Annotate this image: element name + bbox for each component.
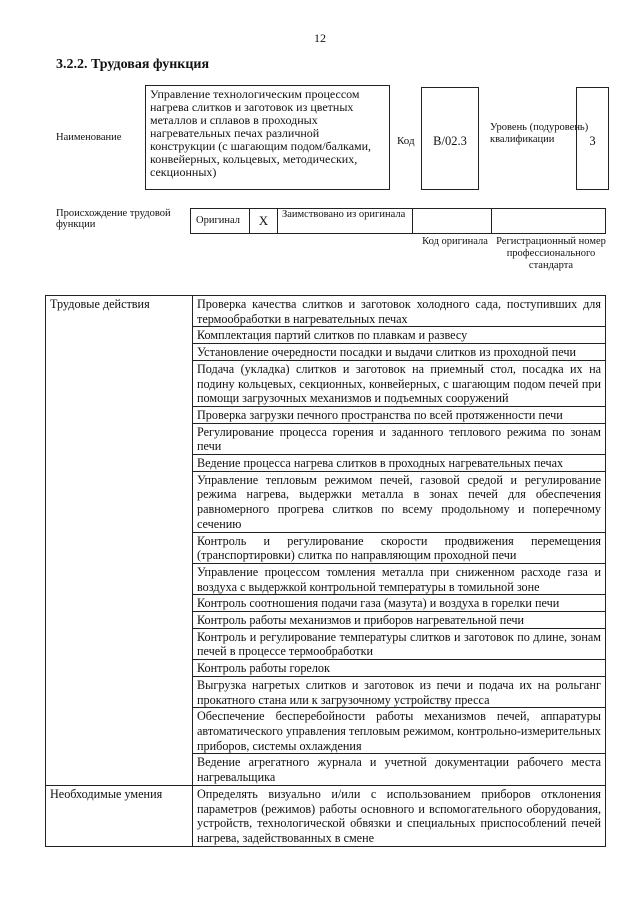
labor-actions-item: Обеспечение бесперебойности работы механизмов печей, аппаратуры автоматического управления тепловым режимом, контрольно-измерительных приборов, системы охлаждения xyxy=(193,708,606,754)
qualification-level-label: Уровень (подуровень) квалификации xyxy=(490,122,589,145)
labor-actions-item: Контроль и регулирование температуры слитков и заготовок по длине, зонам печей в процессе термообработки xyxy=(193,628,606,659)
origin-borrowed-cell: Заимствовано из оригинала xyxy=(278,209,413,233)
skills-label: Необходимые умения xyxy=(46,785,193,846)
labor-actions-item: Контроль работы механизмов и приборов нагревательной печи xyxy=(193,612,606,629)
labor-actions-item: Ведение агрегатного журнала и учетной документации рабочего места нагревальщика xyxy=(193,754,606,785)
origin-table xyxy=(190,208,606,234)
labor-actions-item: Контроль соотношения подачи газа (мазута) и воздуха в горелки печи xyxy=(193,595,606,612)
labor-actions-item: Проверка загрузки печного пространства по всей протяженности печи xyxy=(193,406,606,423)
origin-original-mark: X xyxy=(250,209,278,233)
function-name-box: Управление технологическим процессом нагрева слитков и заготовок из цветных металлов и сплавов в проходных нагревательных печах различной конструкции (с шагающим подом/балками, конвейерных, кольцевых, методических, секционных) xyxy=(145,85,390,190)
code-label: Код xyxy=(397,135,415,147)
function-code-box: B/02.3 xyxy=(421,87,479,190)
labor-actions-row xyxy=(46,296,606,327)
skills-item: Определять визуально и/или с использованием приборов отклонения параметров (режимов) работы основного и вспомогательного оборудования, устройств, технологической обвязки и специальных приспособлений печей нагрева, задействованных в смене xyxy=(193,785,606,846)
labor-actions-item: Контроль работы горелок xyxy=(193,660,606,677)
labor-actions-item: Управление тепловым режимом печей, газовой средой и регулирование режима нагрева, выдержки металла в зонах печей для обеспечения равномерного прогрева слитков по всему продольному и поперечному сечению xyxy=(193,471,606,532)
origin-reg-number-cell xyxy=(492,209,605,233)
function-details-table xyxy=(45,295,606,847)
labor-actions-item: Выгрузка нагретых слитков и заготовок из печи и подача их на рольганг прокатного стана или к загрузочному устройству пресса xyxy=(193,676,606,707)
origin-reg-caption: Регистрационный номер профессионального стандарта xyxy=(496,236,606,271)
name-label: Наименование xyxy=(56,132,122,143)
labor-actions-item: Подача (укладка) слитков и заготовок на приемный стол, посадка их на подину кольцевых, секционных, конвейерных, с шагающим подом печей при помощи загрузочных механизмов и подъемных сооружений xyxy=(193,360,606,406)
origin-code-caption: Код оригинала xyxy=(422,236,488,247)
labor-actions-label: Трудовые действия xyxy=(46,296,193,786)
qualification-level-box: 3 xyxy=(576,87,609,190)
skills-row xyxy=(46,785,606,846)
labor-actions-item: Управление процессом томления металла при сниженном расходе газа и воздуха с выдержкой контрольной температуры в томильной зоне xyxy=(193,563,606,594)
origin-original-cell: Оригинал xyxy=(191,209,250,233)
origin-label: Происхождение трудовой функции xyxy=(56,208,171,230)
page-number: 12 xyxy=(314,31,326,45)
labor-actions-item: Регулирование процесса горения и заданного теплового режима по зонам печи xyxy=(193,423,606,454)
labor-actions-item: Комплектация партий слитков по плавкам и развесу xyxy=(193,327,606,344)
section-title: 3.2.2. Трудовая функция xyxy=(56,57,210,72)
labor-actions-item: Проверка качества слитков и заготовок холодного сада, поступивших для термообработки в нагревательных печах xyxy=(193,296,606,327)
labor-actions-item: Контроль и регулирование скорости продвижения перемещения (транспортировки) слитка по направляющим проходной печи xyxy=(193,532,606,563)
labor-actions-item: Установление очередности посадки и выдачи слитков из проходной печи xyxy=(193,344,606,361)
labor-actions-item: Ведение процесса нагрева слитков в проходных нагревательных печах xyxy=(193,455,606,472)
origin-code-cell xyxy=(413,209,492,233)
